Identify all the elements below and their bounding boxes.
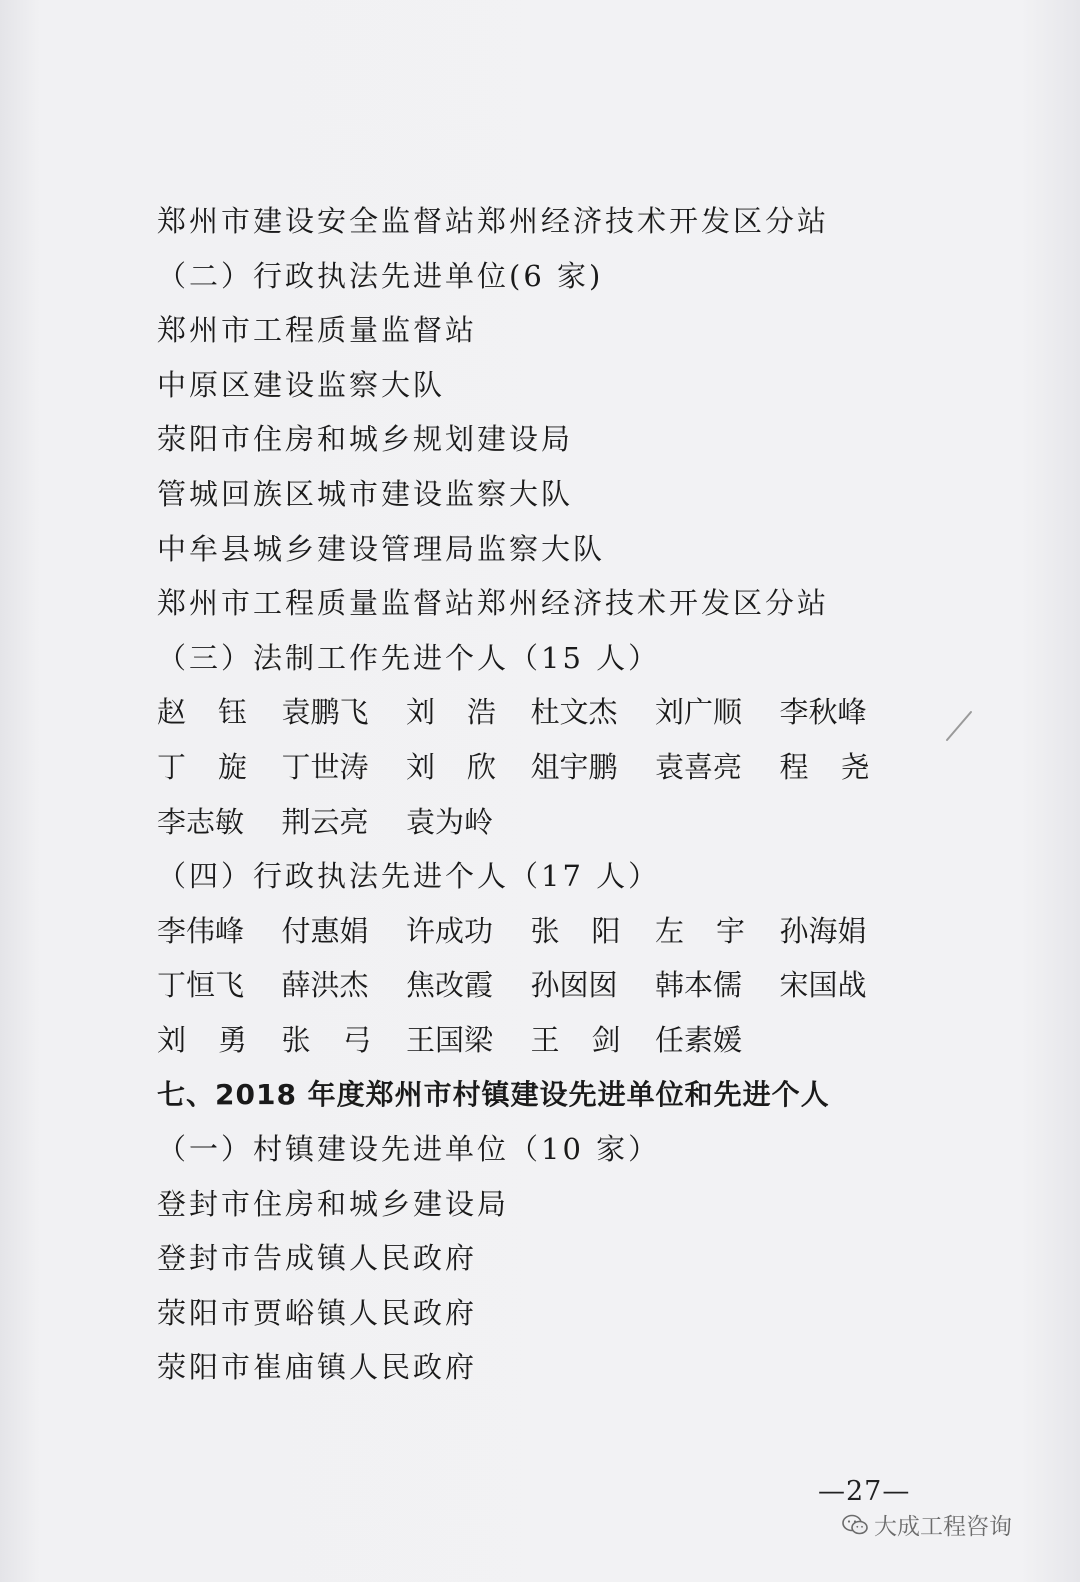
person-name: 刘 浩 <box>406 695 497 730</box>
unit-line: 登封市住房和城乡建设局 <box>157 1186 510 1221</box>
unit-line: 管城回族区城市建设监察大队 <box>157 476 574 511</box>
unit-line: 中牟县城乡建设管理局监察大队 <box>157 531 606 566</box>
unit-line: 中原区建设监察大队 <box>157 367 446 402</box>
watermark <box>842 1508 1012 1541</box>
person-name: 刘 欣 <box>406 749 497 784</box>
person-name: 左 宇 <box>655 913 746 948</box>
subsection-heading: （四）行政执法先进个人（17 人） <box>157 859 661 894</box>
document-body <box>157 194 917 1395</box>
person-name: 袁为岭 <box>406 804 494 839</box>
person-name: 宋国战 <box>779 968 867 1003</box>
person-name: 王 剑 <box>530 1022 621 1057</box>
person-name: 杜文杰 <box>530 695 618 730</box>
person-name: 孙海娟 <box>779 913 867 948</box>
names-row <box>157 740 917 795</box>
person-name: 李伟峰 <box>157 913 245 948</box>
unit-line: 荥阳市崔庙镇人民政府 <box>157 1350 478 1385</box>
unit-line: 郑州市工程质量监督站郑州经济技术开发区分站 <box>157 586 830 621</box>
subsection-heading: （一）村镇建设先进单位（10 家） <box>157 1132 661 1167</box>
names-row <box>157 685 917 740</box>
person-name: 许成功 <box>406 913 494 948</box>
wechat-icon <box>842 1514 868 1536</box>
person-name: 丁世涛 <box>281 749 369 784</box>
unit-line: 荥阳市贾峪镇人民政府 <box>157 1295 478 1330</box>
person-name: 李秋峰 <box>779 695 867 730</box>
names-group-enforcement <box>157 904 917 1068</box>
unit-line: 荥阳市住房和城乡规划建设局 <box>157 422 574 457</box>
names-row <box>157 795 917 850</box>
section-heading: 七、2018 年度郑州市村镇建设先进单位和先进个人 <box>157 1077 830 1111</box>
person-name: 袁喜亮 <box>655 749 743 784</box>
person-name: 丁 旋 <box>157 749 248 784</box>
names-row <box>157 958 917 1013</box>
page-number: —27— <box>818 1476 911 1507</box>
person-name: 焦改霞 <box>406 968 494 1003</box>
person-name: 刘广顺 <box>655 695 743 730</box>
person-name: 刘 勇 <box>157 1022 248 1057</box>
person-name: 张 阳 <box>530 913 621 948</box>
person-name: 任素媛 <box>655 1022 743 1057</box>
person-name: 王国梁 <box>406 1022 494 1057</box>
unit-line: 登封市告成镇人民政府 <box>157 1241 478 1276</box>
subsection-heading: （三）法制工作先进个人（15 人） <box>157 640 661 675</box>
person-name: 薛洪杰 <box>281 968 369 1003</box>
person-name: 荆云亮 <box>281 804 369 839</box>
person-name: 李志敏 <box>157 804 245 839</box>
person-name: 付惠娟 <box>281 913 369 948</box>
person-name: 丁恒飞 <box>157 968 245 1003</box>
watermark-text: 大成工程咨询 <box>874 1514 1012 1540</box>
names-group-legal <box>157 685 917 849</box>
person-name: 张 弓 <box>281 1022 372 1057</box>
names-row <box>157 904 917 959</box>
unit-line: 郑州市建设安全监督站郑州经济技术开发区分站 <box>157 204 830 238</box>
pen-mark <box>945 708 975 742</box>
subsection-heading: （二）行政执法先进单位(6 家) <box>157 258 604 293</box>
unit-line: 郑州市工程质量监督站 <box>157 313 478 348</box>
person-name: 韩本儒 <box>655 968 743 1003</box>
person-name: 赵 钰 <box>157 695 248 730</box>
person-name: 俎宇鹏 <box>530 749 618 784</box>
names-row <box>157 1013 917 1068</box>
person-name: 袁鹏飞 <box>281 695 369 730</box>
person-name: 程 尧 <box>779 749 870 784</box>
person-name: 孙囡囡 <box>530 968 618 1003</box>
